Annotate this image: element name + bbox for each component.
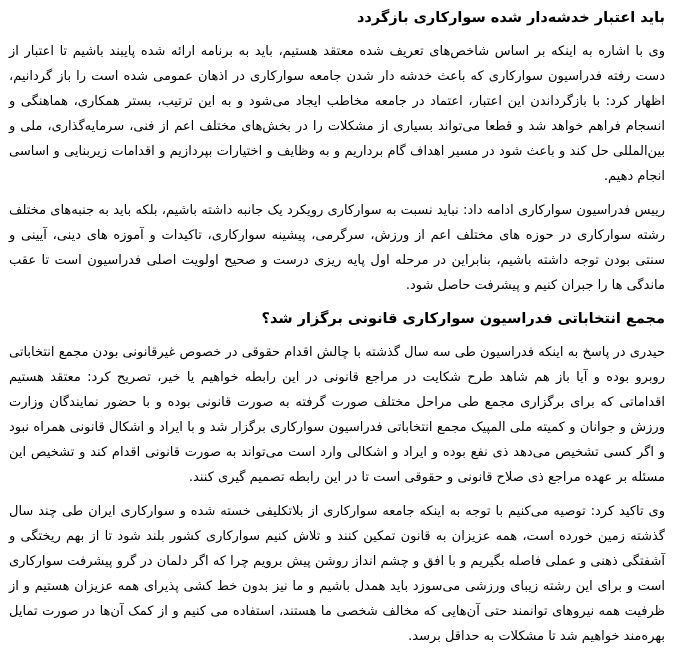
article-paragraph-3: حیدری در پاسخ به اینکه فدراسیون طی سه سال گذشته با چالش اقدام حقوقی در خصوص غیرقانونی بودن مجمع انتخاباتی روبرو بوده و آیا باز هم شاهد طرح شکایت در مراجع قانونی در این رابطه خواهیم یا خیر، تصریح کرد: معتقد هستیم اقداماتی که برای برگزاری مجمع طی مراحل مختلف صورت گرفته به صورت قانونی بوده و با حضور نمایندگان وزارت ورزش و جوانان و کمیته ملی المپیک مجمع انتخاباتی فدراسیون سوارکاری برگزار شد و با ایراد و اشکال قانونی همراه نبود و اگر کسی تشخیص می‌دهد ذی نفع بوده و ایراد و اشکالی وارد است می‌تواند به صورت قانونی اقدام کند و تشخیص این مسئله بر عهده مراجع ذی صلاح قانونی و حقوقی است تا در این رابطه تصمیم گیری کنند. — [9, 345, 665, 485]
article-paragraph-1: وی با اشاره به اینکه بر اساس شاخص‌های تعریف شده معتقد هستیم، باید به برنامه ارائه شده پایبند باشیم تا اعتبار از دست رفته فدراسیون سوارکاری که باعث خدشه دار شدن جامعه سوارکاری در اذهان عمومی شده است را باز گردانیم، اظهار کرد: با بازگرداندن این اعتبار، اعتماد در جامعه مخاطب ایجاد می‌شود و به این ترتیب، بستر همکاری، هماهنگی و انسجام فراهم خواهد شد و قطعا می‌تواند بسیاری از مشکلات را در بخش‌های مختلف اعم از فنی، سرمایه‌گذاری، ملی و بین‌المللی حل کند و باعث شود در مسیر اهداف گام برداریم و به وظایف و اختیارات بپردازیم و اقدامات زیربنایی و اساسی انجام دهیم. — [9, 44, 665, 184]
article-heading-credit-restore: باید اعتبار خدشه‌دار شده سوارکاری بازگردد — [356, 10, 665, 26]
article-paragraph-2: رییس فدراسیون سوارکاری ادامه داد: نباید نسبت به سوارکاری رویکرد یک جانبه داشته باشیم، بلکه باید به جنبه‌های مختلف رشته سوارکاری در حوزه های مختلف اعم از ورزش، سرگرمی، پیشینه سوارکاری، تاکیدات و آموزه های دینی، آیینی و سنتی بودن توجه داشته باشیم، بنابراین در مرحله اول پایه ریزی درست و صحیح اولویت اصلی فدراسیون است تا عقب ماندگی ها را جبران کنیم و پیشرفت حاصل شود. — [9, 203, 665, 293]
article-paragraph-4: وی تاکید کرد: توصیه می‌کنیم با توجه به اینکه جامعه سوارکاری از بلاتکلیفی خسته شده و سوارکاری ایران طی چند سال گذشته زمین خورده است، همه عزیزان به قانون تمکین کنند و تلاش کنیم سوارکاری کشور بلند شود تا از بهم ریختگی و آشفتگی ذهنی و عملی فاصله بگیریم و با افق و چشم انداز روشن پیش برویم چرا که اگر دلمان در گرو پیشرفت سوارکاری است و برای این رشته زیبای ورزشی می‌سوزد باید همدل باشیم و ما نیز بدون خط کشی پذیرای همه عزیزان هستیم و از ظرفیت همه نیروهای توانمند حتی آن‌هایی که مخالف شخصی ما هستند، استفاده می کنیم و از کمک آن‌ها در صورت تمایل بهره‌مند خواهیم شد تا مشکلات به حداقل برسد. — [9, 504, 665, 644]
article-heading-election-assembly: مجمع انتخاباتی فدراسیون سوارکاری قانونی برگزار شد؟ — [261, 311, 665, 327]
